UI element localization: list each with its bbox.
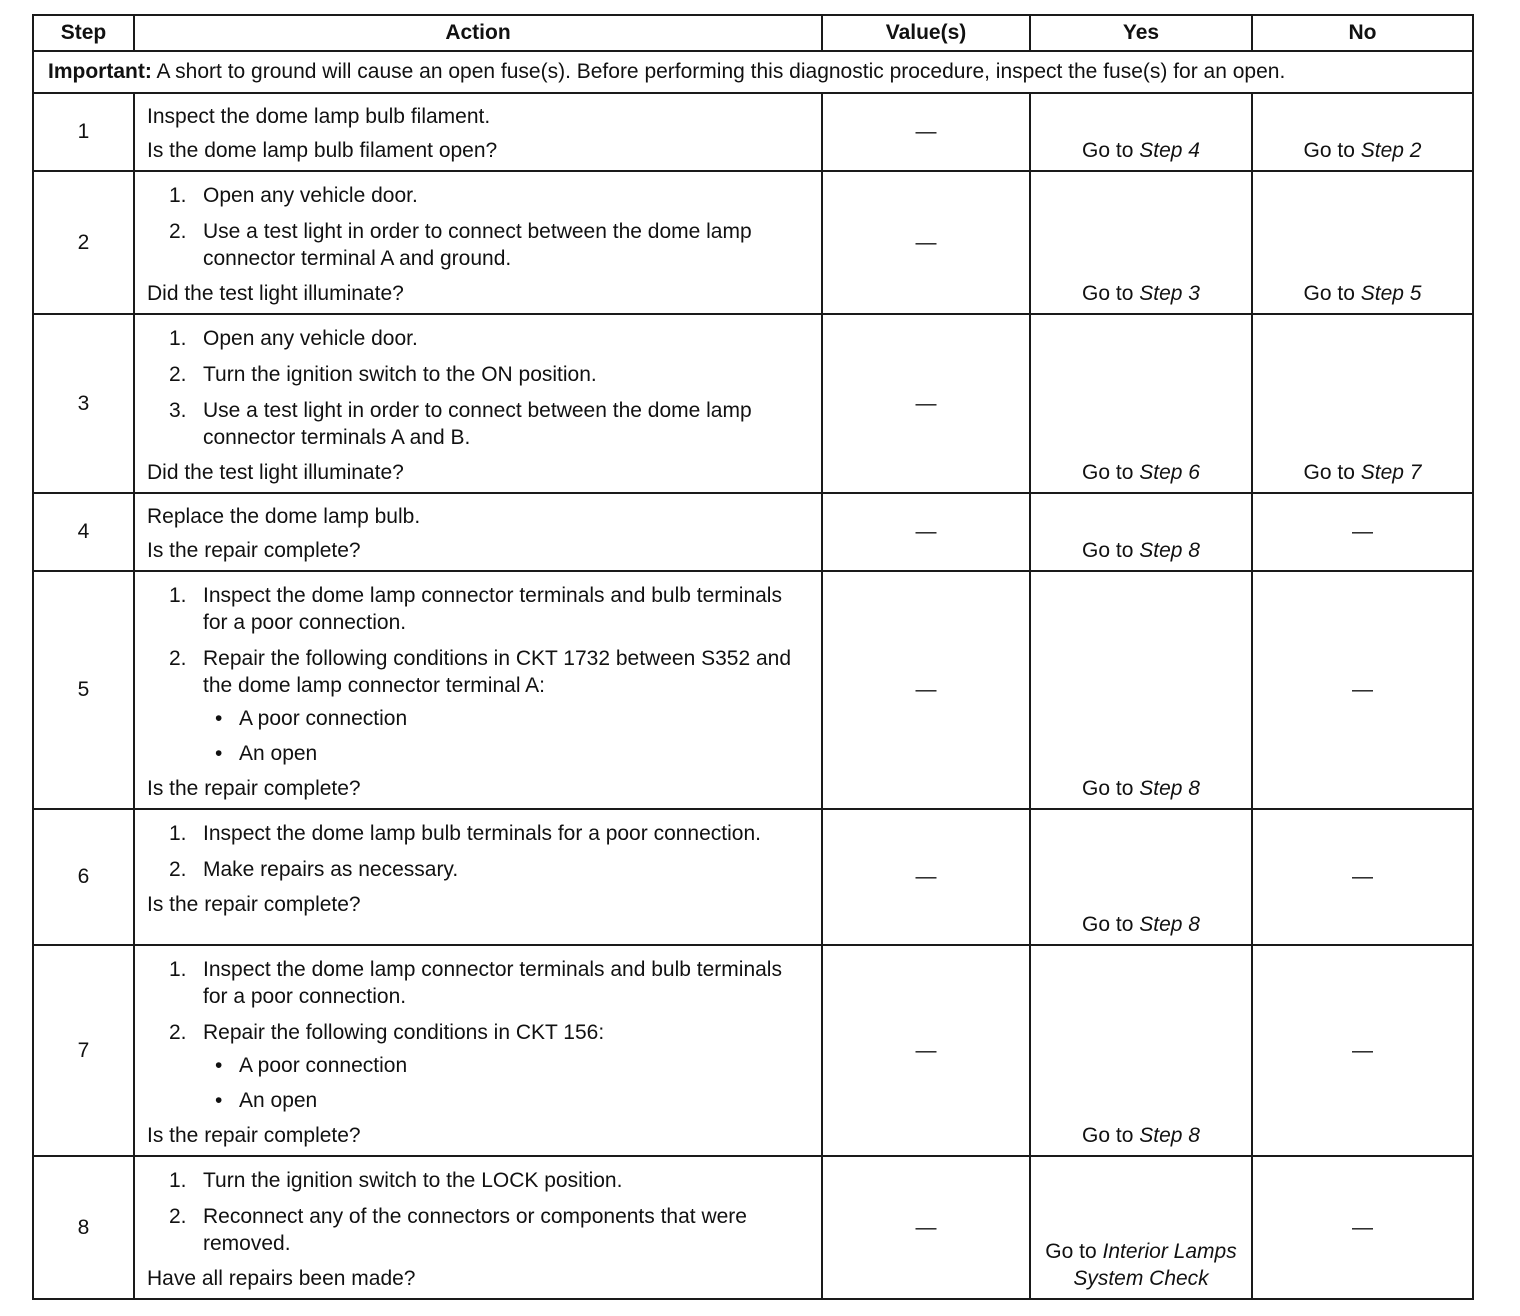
header-values: Value(s) (822, 15, 1030, 51)
header-step: Step (33, 15, 134, 51)
step-number: 1 (33, 93, 134, 171)
action-cell (134, 93, 822, 171)
goto-target-link[interactable]: Step 7 (1360, 461, 1422, 484)
table-row (33, 945, 1473, 1156)
table-row (33, 314, 1473, 493)
yes-cell (1030, 171, 1252, 314)
goto-label: Go to (1082, 913, 1140, 936)
yes-cell (1030, 945, 1252, 1156)
action-steps-list (147, 182, 811, 272)
list-item-text: Inspect the dome lamp connector terminals and bulb terminals for a poor connection. (203, 584, 782, 634)
values-cell: — (822, 314, 1030, 493)
goto-label: Go to (1303, 139, 1361, 162)
table-row (33, 809, 1473, 945)
no-cell: — (1252, 809, 1473, 945)
list-item (147, 325, 811, 352)
no-cell (1252, 314, 1473, 493)
list-item-number: 2. (169, 647, 187, 670)
action-question: Is the repair complete? (147, 539, 361, 562)
yes-cell (1030, 809, 1252, 945)
goto-target-link[interactable]: Step 6 (1139, 461, 1200, 484)
list-item-number: 2. (169, 220, 187, 243)
list-item-text: Turn the ignition switch to the LOCK position. (203, 1169, 623, 1192)
bullet-text: An open (239, 1089, 318, 1112)
no-cell (1252, 93, 1473, 171)
yes-cell (1030, 571, 1252, 809)
goto-label: Go to (1045, 1240, 1103, 1263)
goto-target-link[interactable]: Step 8 (1139, 777, 1200, 800)
table-row (33, 171, 1473, 314)
list-item (147, 645, 811, 767)
values-cell: — (822, 493, 1030, 571)
bullet-item (203, 705, 811, 732)
list-item (147, 820, 811, 847)
condition-bullets (203, 1052, 811, 1114)
list-item-text: Open any vehicle door. (203, 184, 418, 207)
goto-label: Go to (1082, 282, 1140, 305)
action-cell (134, 809, 822, 945)
goto-label: Go to (1082, 461, 1140, 484)
goto-label: Go to (1082, 1124, 1140, 1147)
list-item-text: Inspect the dome lamp connector terminals and bulb terminals for a poor connection. (203, 958, 782, 1008)
list-item-number: 1. (169, 184, 187, 207)
table-row (33, 93, 1473, 171)
header-yes: Yes (1030, 15, 1252, 51)
action-steps-list (147, 1167, 811, 1257)
header-row (33, 15, 1473, 51)
goto-target-link[interactable]: Step 8 (1139, 1124, 1200, 1147)
step-number: 8 (33, 1156, 134, 1299)
list-item-text: Use a test light in order to connect between the dome lamp connector terminals A and B. (203, 399, 752, 449)
list-item-text: Inspect the dome lamp bulb terminals for a poor connection. (203, 822, 761, 845)
table-row (33, 493, 1473, 571)
list-item-text: Reconnect any of the connectors or components that were removed. (203, 1205, 747, 1255)
table-row (33, 1156, 1473, 1299)
action-cell (134, 945, 822, 1156)
action-steps-list (147, 956, 811, 1114)
table-row (33, 571, 1473, 809)
action-question: Is the repair complete? (147, 1124, 361, 1147)
goto-target-link[interactable]: Step 5 (1360, 282, 1422, 305)
important-label: Important: (48, 60, 152, 83)
action-question: Did the test light illuminate? (147, 282, 404, 305)
action-intro: Inspect the dome lamp bulb filament. (147, 105, 491, 128)
action-cell (134, 171, 822, 314)
values-cell: — (822, 809, 1030, 945)
list-item (147, 1203, 811, 1257)
list-item-text: Turn the ignition switch to the ON position. (203, 363, 597, 386)
action-steps-list (147, 820, 811, 883)
goto-target-link[interactable]: Step 2 (1360, 139, 1422, 162)
yes-cell (1030, 314, 1252, 493)
list-item-number: 2. (169, 363, 187, 386)
list-item (147, 1019, 811, 1114)
list-item-number: 1. (169, 584, 187, 607)
goto-label: Go to (1082, 777, 1140, 800)
list-item-number: 1. (169, 1169, 187, 1192)
goto-label: Go to (1303, 461, 1361, 484)
goto-label: Go to (1082, 539, 1140, 562)
action-intro: Replace the dome lamp bulb. (147, 505, 421, 528)
bullet-text: An open (239, 742, 318, 765)
step-number: 2 (33, 171, 134, 314)
step-number: 5 (33, 571, 134, 809)
list-item (147, 1167, 811, 1194)
list-item-number: 1. (169, 327, 187, 350)
bullet-item (203, 1052, 811, 1079)
condition-bullets (203, 705, 811, 767)
list-item-text: Repair the following conditions in CKT 156: (203, 1021, 605, 1044)
important-note (33, 51, 1473, 93)
list-item (147, 218, 811, 272)
yes-cell (1030, 93, 1252, 171)
action-steps-list (147, 582, 811, 767)
step-number: 6 (33, 809, 134, 945)
action-cell (134, 493, 822, 571)
action-question: Have all repairs been made? (147, 1267, 416, 1290)
action-cell (134, 1156, 822, 1299)
bullet-icon: • (215, 707, 223, 730)
list-item (147, 397, 811, 451)
values-cell: — (822, 93, 1030, 171)
values-cell: — (822, 171, 1030, 314)
no-cell: — (1252, 945, 1473, 1156)
list-item-number: 2. (169, 858, 187, 881)
step-number: 3 (33, 314, 134, 493)
goto-label: Go to (1303, 282, 1361, 305)
list-item (147, 582, 811, 636)
bullet-text: A poor connection (239, 1054, 408, 1077)
bullet-icon: • (215, 742, 223, 765)
yes-cell (1030, 493, 1252, 571)
list-item (147, 361, 811, 388)
bullet-icon: • (215, 1054, 223, 1077)
no-cell: — (1252, 571, 1473, 809)
values-cell: — (822, 945, 1030, 1156)
important-text: A short to ground will cause an open fuse(s). Before performing this diagnostic procedure, inspect the fuse(s) for an open. (151, 60, 1286, 83)
values-cell: — (822, 1156, 1030, 1299)
goto-target-link[interactable]: Step 8 (1139, 539, 1200, 562)
list-item-number: 3. (169, 399, 187, 422)
list-item-text: Repair the following conditions in CKT 1732 between S352 and the dome lamp connector terminal A: (203, 647, 791, 697)
bullet-text: A poor connection (239, 707, 408, 730)
goto-target-link[interactable]: Step 8 (1139, 913, 1200, 936)
list-item (147, 856, 811, 883)
goto-target-link[interactable]: Interior Lamps System Check (1073, 1240, 1237, 1290)
list-item-text: Open any vehicle door. (203, 327, 418, 350)
action-question: Is the repair complete? (147, 777, 361, 800)
action-cell (134, 571, 822, 809)
action-question: Is the repair complete? (147, 893, 361, 916)
action-question: Is the dome lamp bulb filament open? (147, 139, 498, 162)
values-cell: — (822, 571, 1030, 809)
bullet-icon: • (215, 1089, 223, 1112)
list-item-number: 2. (169, 1021, 187, 1044)
no-cell: — (1252, 493, 1473, 571)
list-item (147, 956, 811, 1010)
action-steps-list (147, 325, 811, 451)
header-no: No (1252, 15, 1473, 51)
list-item-number: 1. (169, 958, 187, 981)
goto-target-link[interactable]: Step 3 (1139, 282, 1200, 305)
step-number: 4 (33, 493, 134, 571)
goto-target-link[interactable]: Step 4 (1139, 139, 1200, 162)
no-cell (1252, 171, 1473, 314)
diagnostic-table (32, 14, 1474, 1300)
goto-label: Go to (1082, 139, 1140, 162)
list-item (147, 182, 811, 209)
action-cell (134, 314, 822, 493)
bullet-item (203, 740, 811, 767)
bullet-item (203, 1087, 811, 1114)
yes-cell (1030, 1156, 1252, 1299)
list-item-number: 1. (169, 822, 187, 845)
important-row (33, 51, 1473, 93)
list-item-text: Use a test light in order to connect between the dome lamp connector terminal A and ground. (203, 220, 752, 270)
action-question: Did the test light illuminate? (147, 461, 404, 484)
list-item-number: 2. (169, 1205, 187, 1228)
list-item-text: Make repairs as necessary. (203, 858, 459, 881)
header-action: Action (134, 15, 822, 51)
step-number: 7 (33, 945, 134, 1156)
no-cell: — (1252, 1156, 1473, 1299)
